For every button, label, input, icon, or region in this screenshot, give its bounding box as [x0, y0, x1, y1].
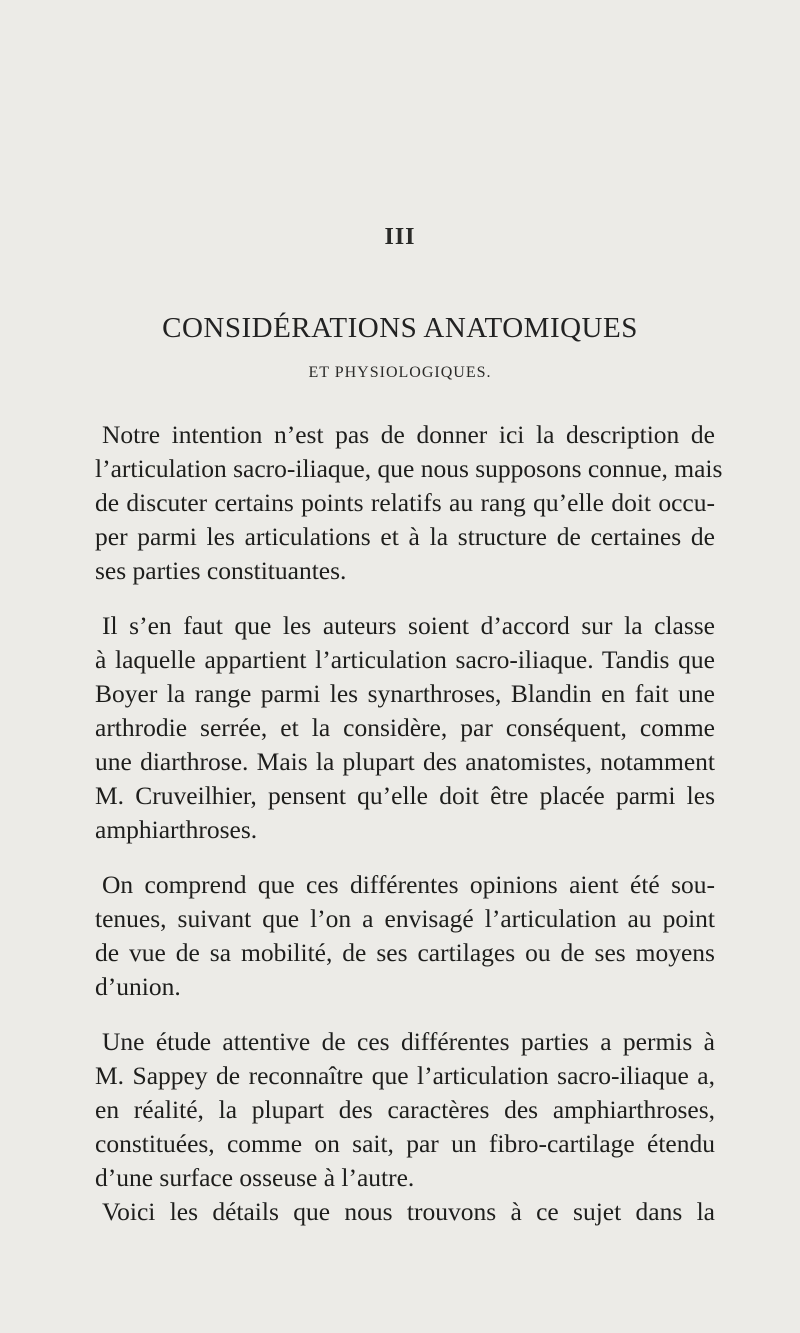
- text-line: constituées, comme on sait, par un fibro-cartilage étendu: [95, 1129, 715, 1158]
- text-line: à laquelle appartient l’articulation sacro-iliaque. Tandis que: [95, 645, 715, 674]
- paragraph-1: [95, 418, 723, 588]
- paragraph-5: [95, 1195, 715, 1229]
- text-line: d’une surface osseuse à l’autre.: [95, 1163, 415, 1192]
- paragraph-3: [95, 868, 715, 1004]
- chapter-title: CONSIDÉRATIONS ANATOMIQUES: [162, 312, 638, 344]
- body-text: [95, 418, 723, 1229]
- section-number: III: [384, 224, 416, 250]
- text-line: per parmi les articulations et à la structure de certaines de: [95, 522, 715, 551]
- text-line: ses parties constituantes.: [95, 556, 347, 585]
- chapter-subtitle: ET PHYSIOLOGIQUES.: [308, 364, 492, 381]
- text-line: l’articulation sacro-iliaque, que nous supposons connue, mais: [95, 454, 723, 483]
- text-line: Il s’en faut que les auteurs soient d’accord sur la classe: [102, 611, 715, 640]
- text-line: tenues, suivant que l’on a envisagé l’articulation au point: [95, 904, 715, 933]
- text-line: Notre intention n’est pas de donner ici la description de: [102, 420, 715, 449]
- text-line: On comprend que ces différentes opinions aient été sou-: [102, 870, 715, 899]
- text-line: une diarthrose. Mais la plupart des anatomistes, notamment: [95, 747, 715, 776]
- text-line: en réalité, la plupart des caractères des amphiarthroses,: [95, 1095, 715, 1124]
- paragraph-4: [95, 1025, 715, 1195]
- text-line: de discuter certains points relatifs au rang qu’elle doit occu-: [95, 488, 715, 517]
- paragraph-2: [95, 609, 715, 847]
- text-line: M. Cruveilhier, pensent qu’elle doit être placée parmi les: [95, 781, 715, 810]
- text-line: Voici les détails que nous trouvons à ce sujet dans la: [102, 1197, 715, 1226]
- text-line: Boyer la range parmi les synarthroses, Blandin en fait une: [95, 679, 715, 708]
- text-line: M. Sappey de reconnaître que l’articulation sacro-iliaque a,: [95, 1061, 715, 1090]
- text-line: amphiarthroses.: [95, 815, 258, 844]
- text-line: de vue de sa mobilité, de ses cartilages ou de ses moyens: [95, 938, 715, 967]
- text-line: arthrodie serrée, et la considère, par conséquent, comme: [95, 713, 715, 742]
- text-line: Une étude attentive de ces différentes parties a permis à: [102, 1027, 715, 1056]
- text-line: d’union.: [95, 972, 181, 1001]
